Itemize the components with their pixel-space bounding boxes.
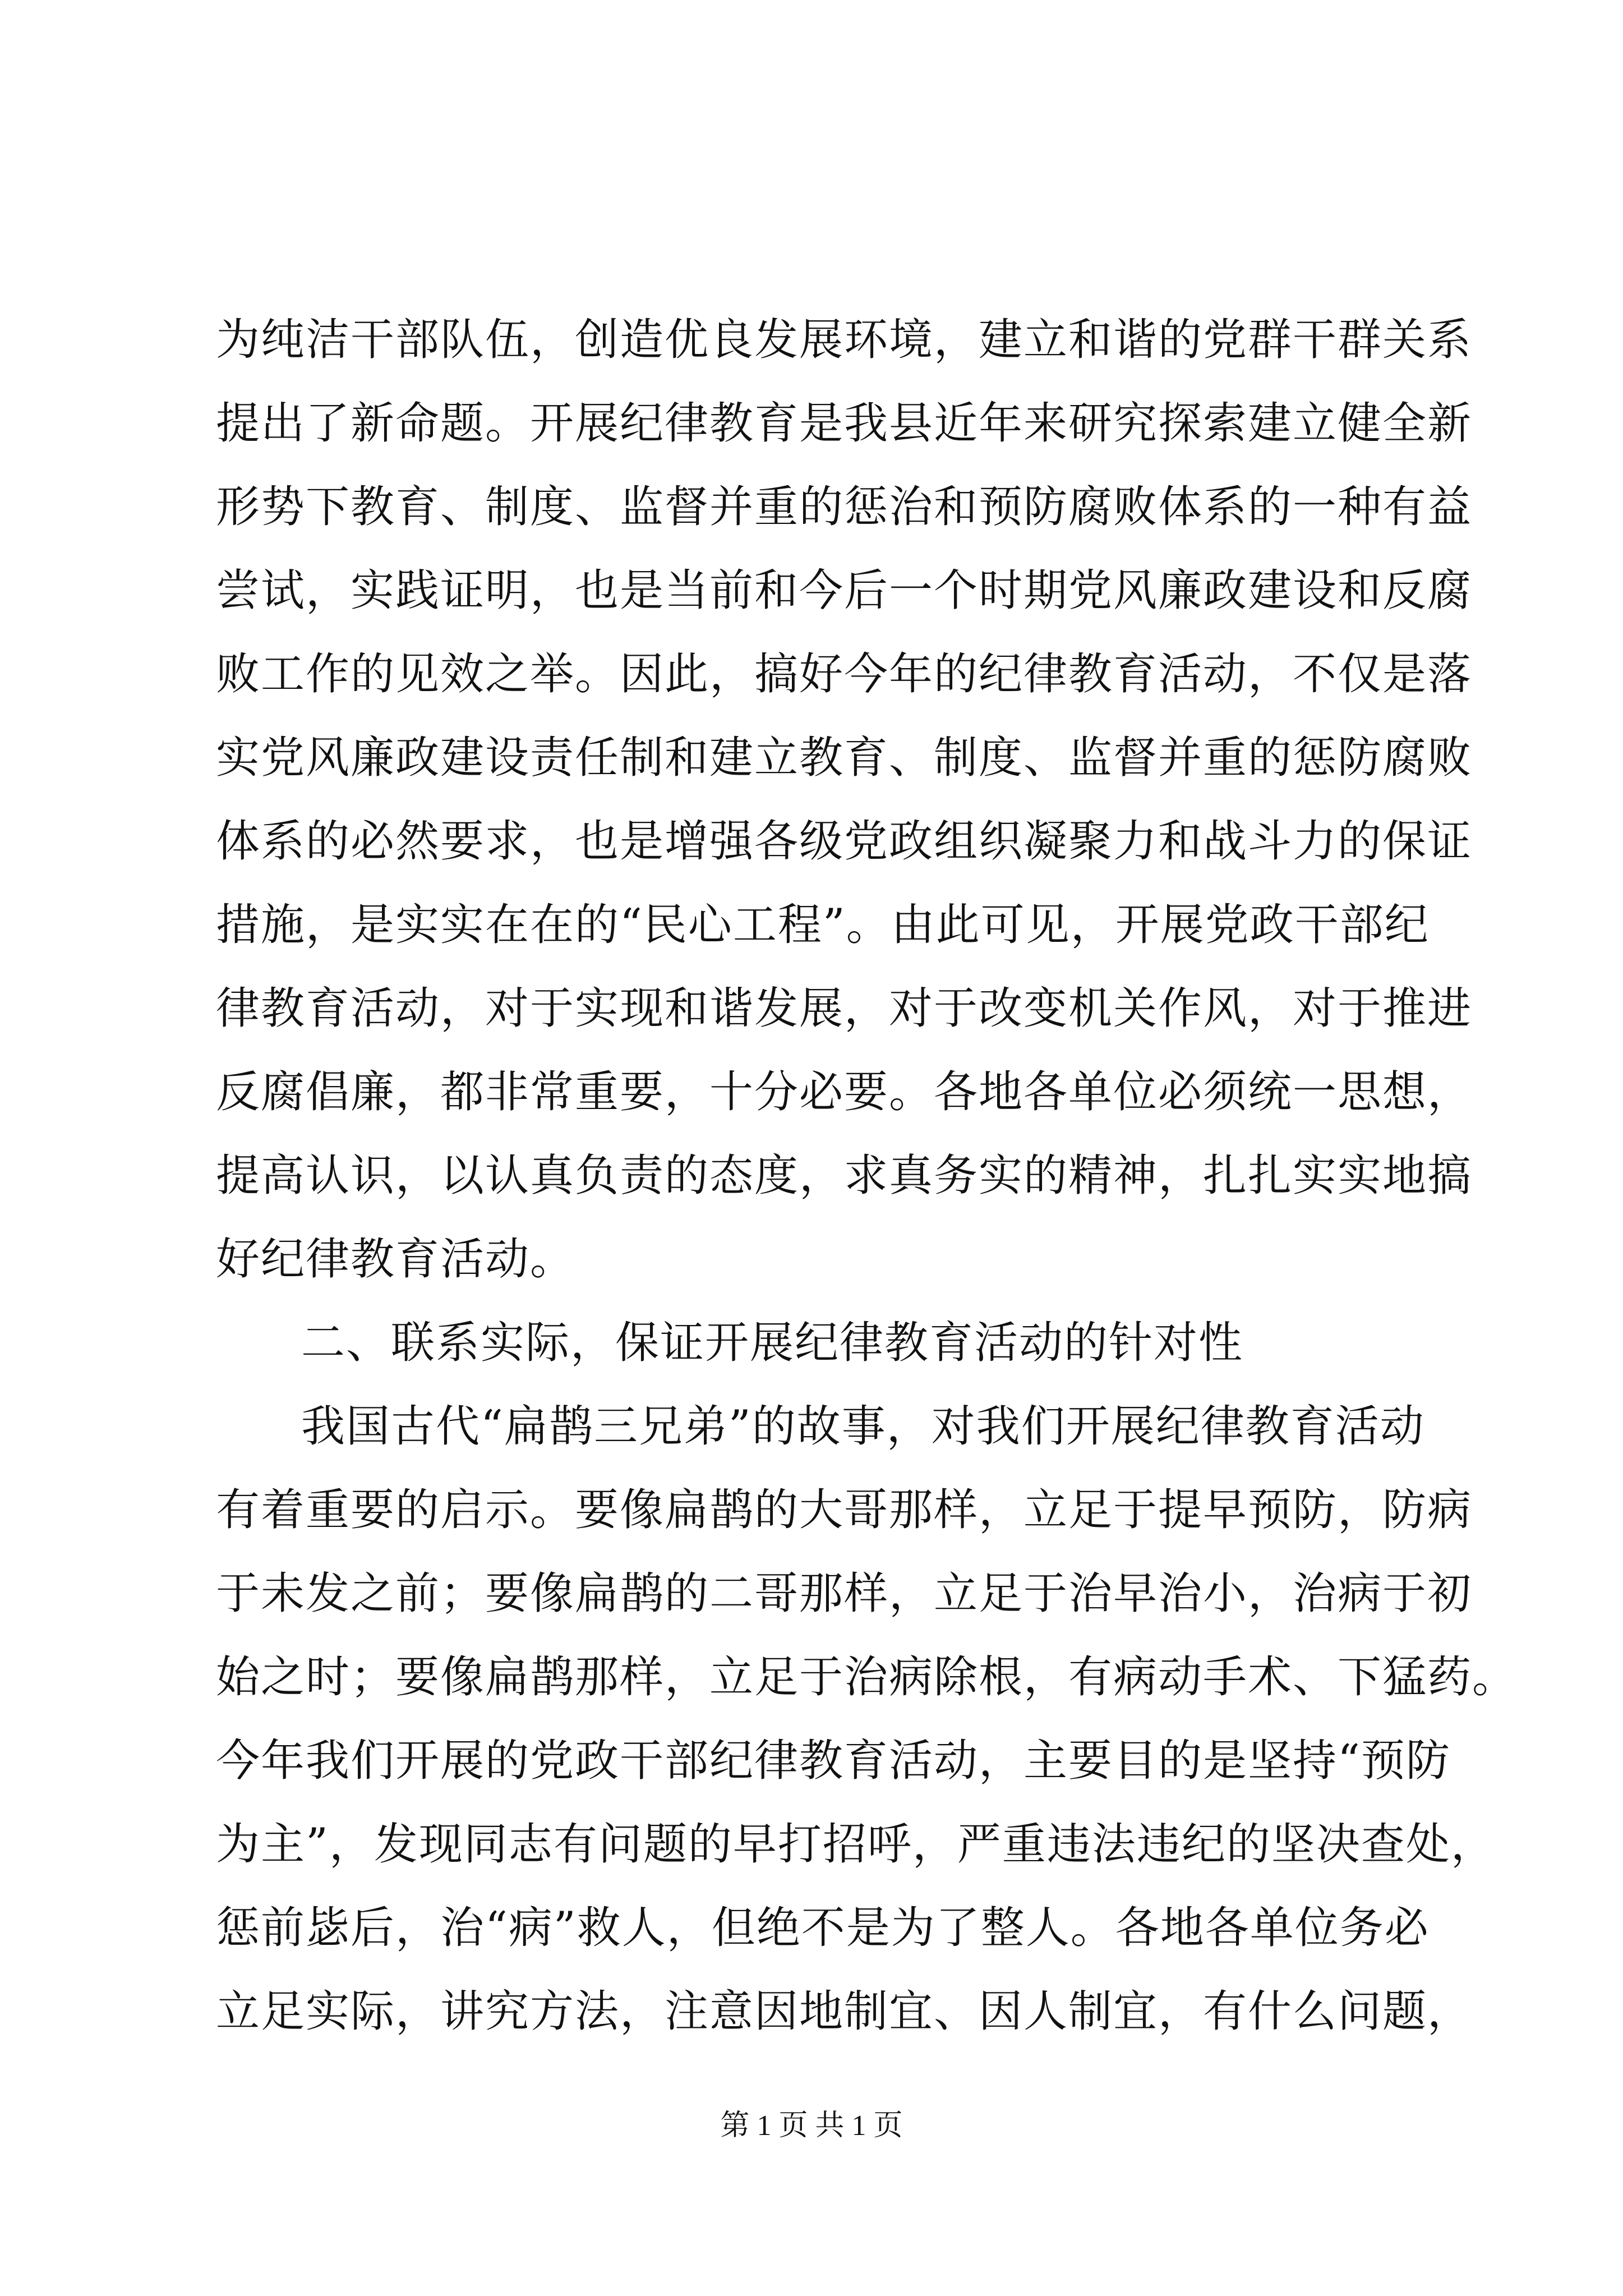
text-line: 提高认识，以认真负责的态度，求真务实的精神，扎扎实实地搞 xyxy=(216,1151,1473,1201)
text-line: 为主”，发现同志有问题的早打招呼，严重违法违纪的坚决查处， xyxy=(216,1819,1496,1870)
text-line: 有着重要的启示。要像扁鹊的大哥那样，立足于提早预防，防病 xyxy=(216,1485,1473,1535)
text-line: 措施，是实实在在的“民心工程”。由此可见，开展党政干部纪 xyxy=(216,900,1430,950)
text-line: 立足实际，讲究方法，注意因地制宜、因人制宜，有什么问题， xyxy=(216,1986,1473,2037)
text-line: 为纯洁干部队伍，创造优良发展环境，建立和谐的党群干群关系 xyxy=(216,315,1473,365)
text-line: 败工作的见效之举。因此，搞好今年的纪律教育活动，不仅是落 xyxy=(216,649,1473,700)
text-line: 实党风廉政建设责任制和建立教育、制度、监督并重的惩防腐败 xyxy=(216,733,1473,783)
text-line: 律教育活动，对于实现和谐发展，对于改变机关作风，对于推进 xyxy=(216,983,1473,1034)
text-line: 提出了新命题。开展纪律教育是我县近年来研究探索建立健全新 xyxy=(216,398,1473,449)
document-body xyxy=(216,298,1518,2054)
section-heading: 二、联系实际，保证开展纪律教育活动的针对性 xyxy=(301,1318,1244,1368)
text-line: 今年我们开展的党政干部纪律教育活动，主要目的是坚持“预防 xyxy=(216,1736,1451,1786)
text-line: 尝试，实践证明，也是当前和今后一个时期党风廉政建设和反腐 xyxy=(216,565,1473,616)
page-number-footer: 第 1 页 共 1 页 xyxy=(720,2110,903,2142)
text-line: 形势下教育、制度、监督并重的惩治和预防腐败体系的一种有益 xyxy=(216,482,1473,532)
text-line: 反腐倡廉，都非常重要，十分必要。各地各单位必须统一思想， xyxy=(216,1067,1473,1117)
text-line: 好纪律教育活动。 xyxy=(216,1234,575,1285)
text-line: 于未发之前；要像扁鹊的二哥那样，立足于治早治小，治病于初 xyxy=(216,1568,1473,1619)
text-line: 始之时；要像扁鹊那样，立足于治病除根，有病动手术、下猛药。 xyxy=(216,1652,1518,1703)
text-line: 我国古代“扁鹊三兄弟”的故事，对我们开展纪律教育活动 xyxy=(301,1401,1425,1452)
text-line: 体系的必然要求，也是增强各级党政组织凝聚力和战斗力的保证 xyxy=(216,816,1473,867)
text-line: 惩前毖后，治“病”救人，但绝不是为了整人。各地各单位务必 xyxy=(216,1903,1430,1953)
